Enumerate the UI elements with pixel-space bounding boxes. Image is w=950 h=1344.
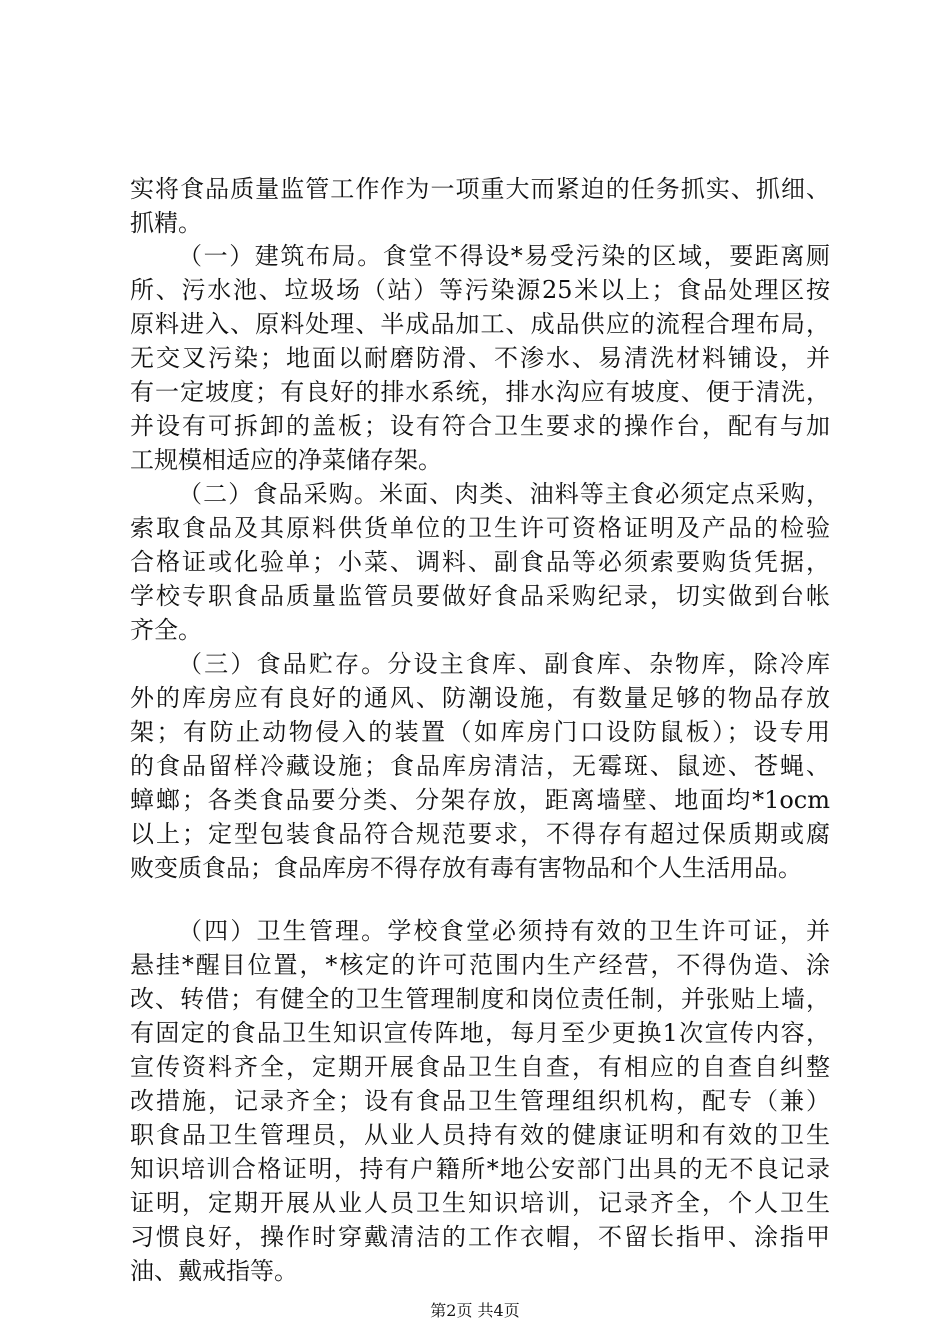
paragraph-line: 改、转借；有健全的卫生管理制度和岗位责任制，并张贴上墙， <box>130 985 830 1013</box>
paragraph-line: 败变质食品；食品库房不得存放有毒有害物品和个人生活用品。 <box>130 854 802 882</box>
paragraph-line: 知识培训合格证明，持有户籍所*地公安部门出具的无不良记录 <box>130 1155 830 1183</box>
paragraph-line: 学校专职食品质量监管员要做好食品采购纪录，切实做到台帐 <box>130 582 830 610</box>
paragraph-line: 有固定的食品卫生知识宣传阵地，每月至少更换1次宣传内容， <box>130 1019 830 1047</box>
paragraph-line: 外的库房应有良好的通风、防潮设施，有数量足够的物品存放 <box>130 684 830 712</box>
paragraph-line: 油、戴戒指等。 <box>130 1257 298 1285</box>
paragraph-line: （三）食品贮存。分设主食库、副食库、杂物库，除冷库 <box>178 650 830 678</box>
paragraph-line: 抓精。 <box>130 209 202 237</box>
paragraph-line: 悬挂*醒目位置，*核定的许可范围内生产经营，不得伪造、涂 <box>130 951 830 979</box>
paragraph-line: 原料进入、原料处理、半成品加工、成品供应的流程合理布局， <box>130 310 830 338</box>
paragraph-line: 齐全。 <box>130 616 202 644</box>
paragraph-line: 宣传资料齐全，定期开展食品卫生自查，有相应的自查自纠整 <box>130 1053 830 1081</box>
page-footer: 第2页 共4页 <box>430 1301 520 1320</box>
paragraph-line: 所、污水池、垃圾场（站）等污染源25米以上；食品处理区按 <box>130 276 830 304</box>
paragraph-line: （二）食品采购。米面、肉类、油料等主食必须定点采购， <box>178 480 830 508</box>
paragraph-line: 有一定坡度；有良好的排水系统，排水沟应有坡度、便于清洗， <box>130 378 830 406</box>
paragraph-line: 架；有防止动物侵入的装置（如库房门口设防鼠板）；设专用 <box>130 718 830 746</box>
paragraph-line: 索取食品及其原料供货单位的卫生许可资格证明及产品的检验 <box>130 514 830 542</box>
paragraph-line: 无交叉污染；地面以耐磨防滑、不渗水、易清洗材料铺设，并 <box>130 344 830 372</box>
paragraph-line: 证明，定期开展从业人员卫生知识培训，记录齐全，个人卫生 <box>130 1189 830 1217</box>
paragraph-line: 以上；定型包装食品符合规范要求，不得存有超过保质期或腐 <box>130 820 830 848</box>
paragraph-line: 实将食品质量监管工作作为一项重大而紧迫的任务抓实、抓细、 <box>130 175 830 203</box>
paragraph-line: 的食品留样冷藏设施；食品库房清洁，无霉斑、鼠迹、苍蝇、 <box>130 752 830 780</box>
paragraph-line: 习惯良好，操作时穿戴清洁的工作衣帽，不留长指甲、涂指甲 <box>130 1223 830 1251</box>
paragraph-line: 蟑螂；各类食品要分类、分架存放，距离墙壁、地面均*1ocm <box>130 786 830 814</box>
paragraph-line: （一）建筑布局。食堂不得设*易受污染的区域，要距离厕 <box>178 242 830 270</box>
paragraph-line: 工规模相适应的净菜储存架。 <box>130 446 442 474</box>
paragraph-line: 合格证或化验单；小菜、调料、副食品等必须索要购货凭据， <box>130 548 830 576</box>
paragraph-line: 并设有可拆卸的盖板；设有符合卫生要求的操作台，配有与加 <box>130 412 830 440</box>
paragraph-line: 职食品卫生管理员，从业人员持有效的健康证明和有效的卫生 <box>130 1121 830 1149</box>
paragraph-line: （四）卫生管理。学校食堂必须持有效的卫生许可证，并 <box>178 917 830 945</box>
paragraph-line: 改措施，记录齐全；设有食品卫生管理组织机构，配专（兼） <box>130 1087 830 1115</box>
